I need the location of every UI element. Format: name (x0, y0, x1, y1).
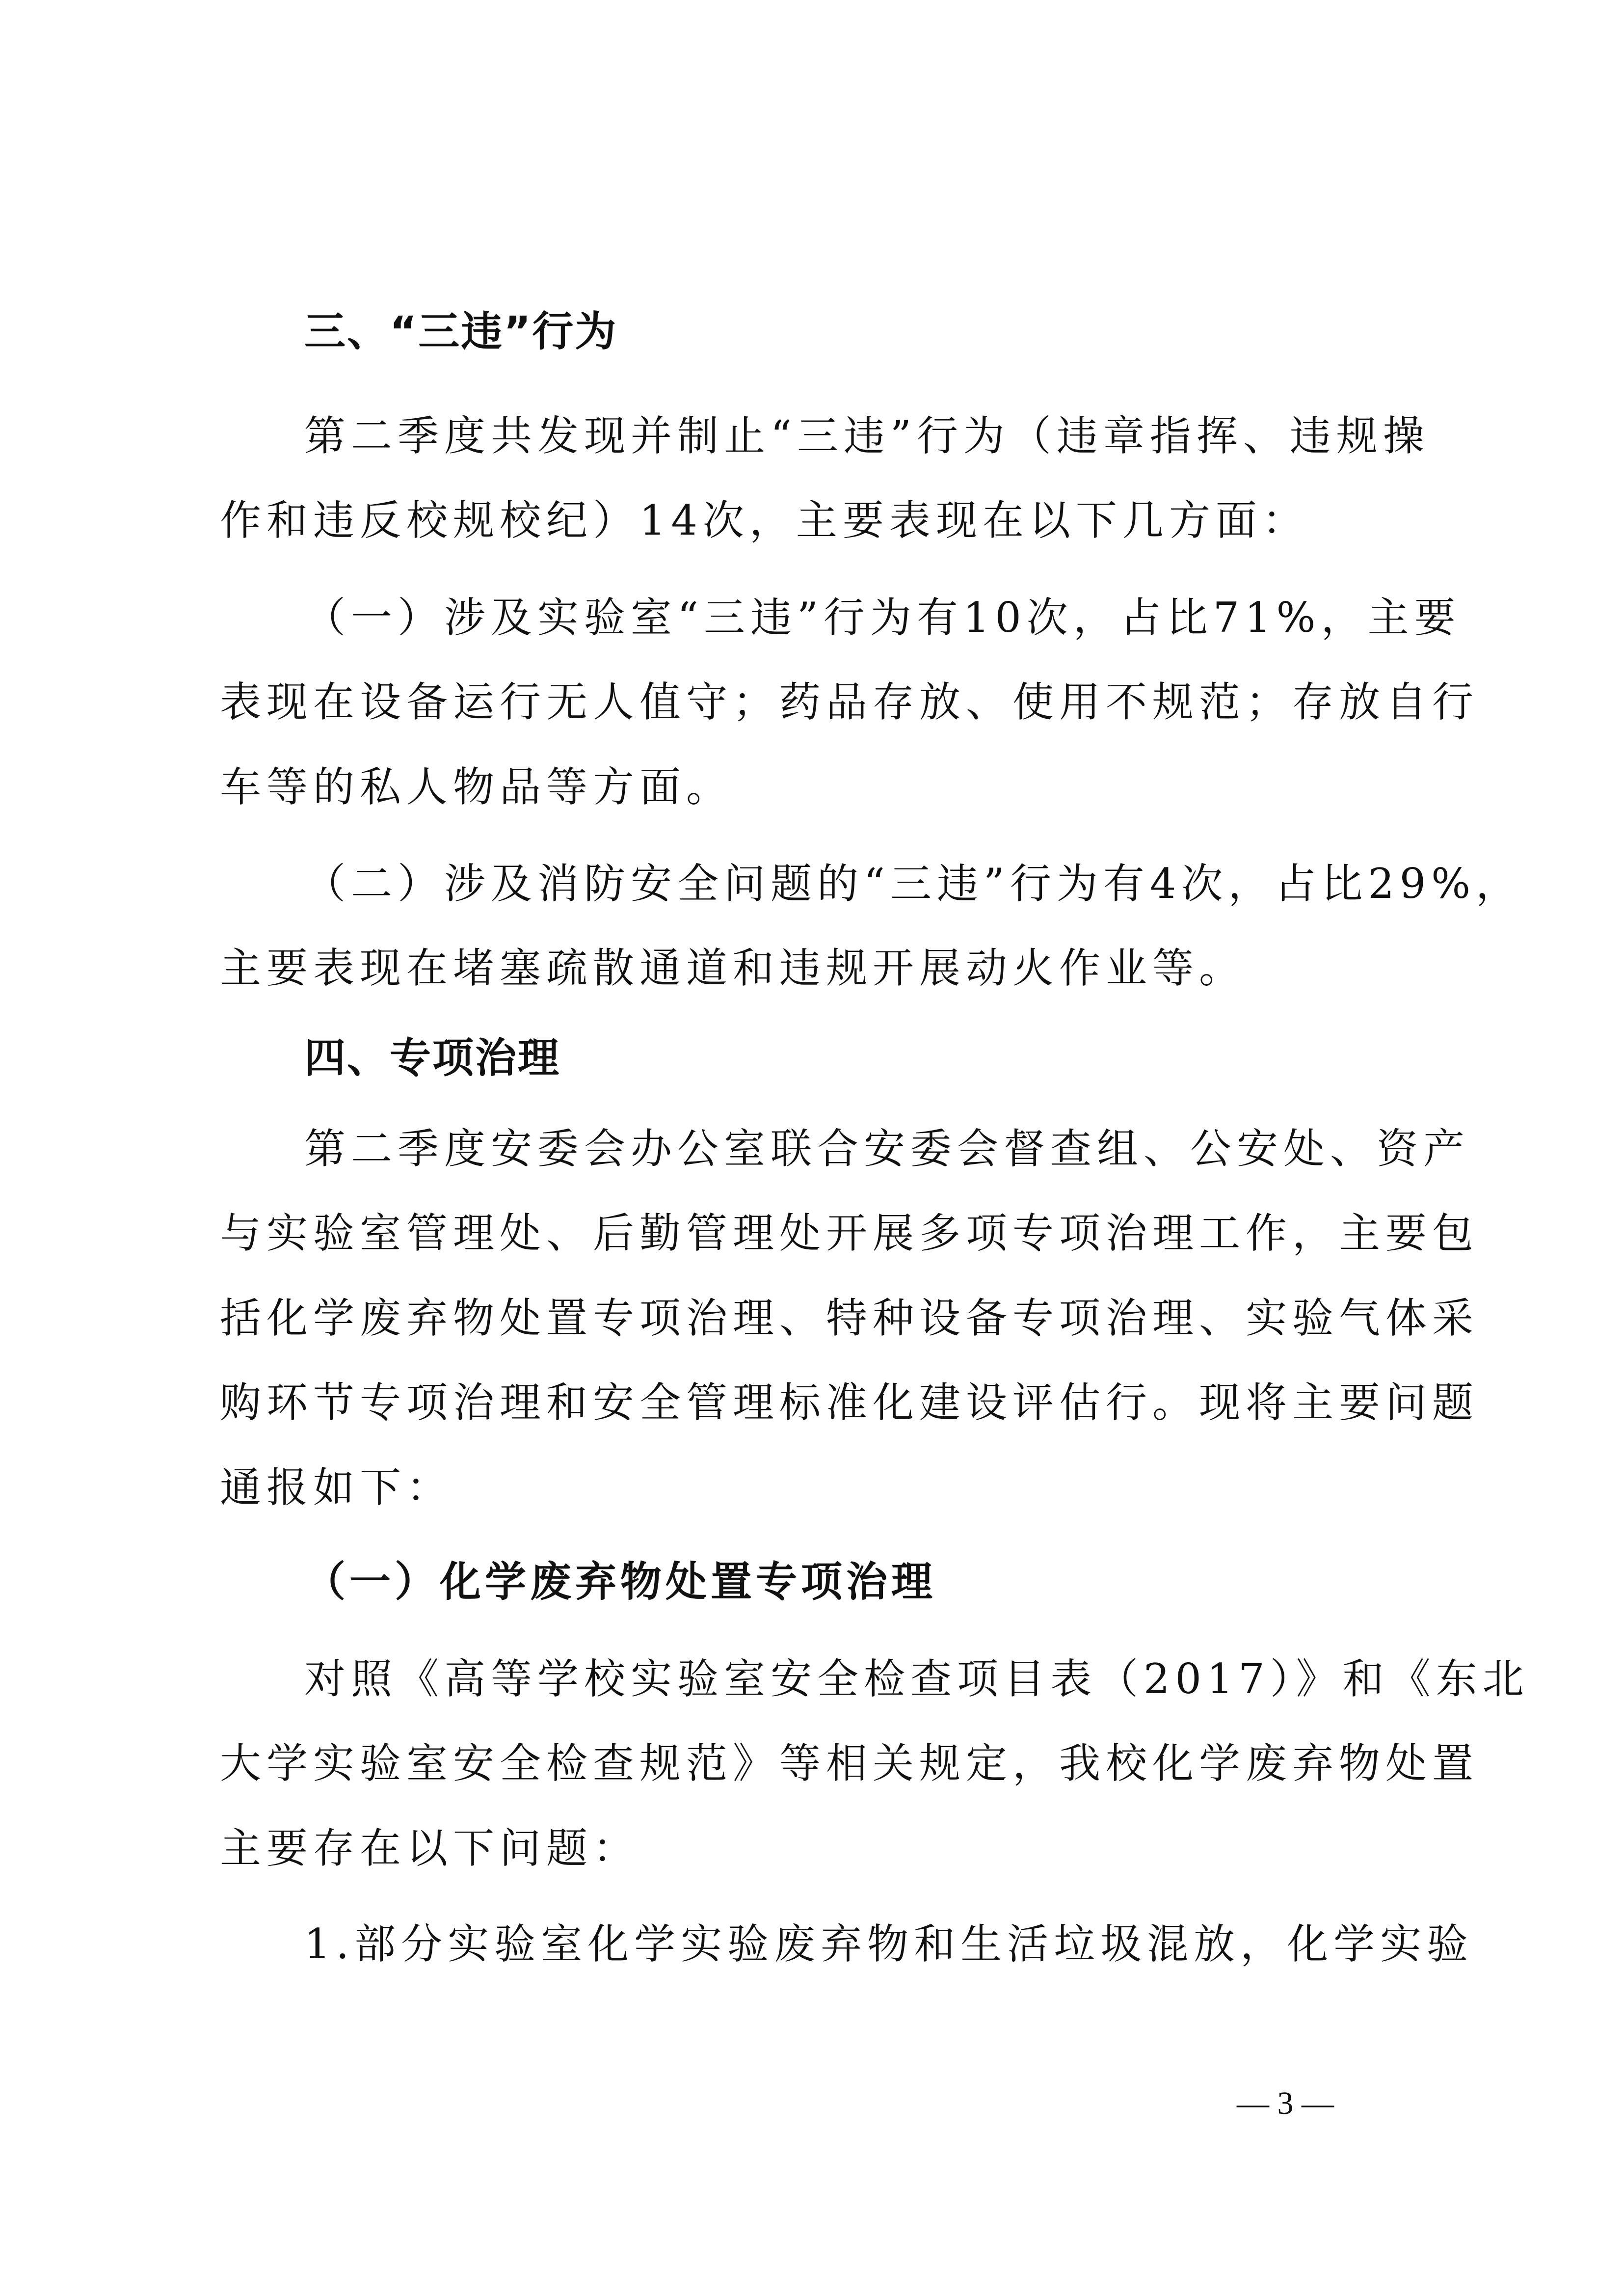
section-four-heading: 四、专项治理 (304, 1034, 561, 1082)
paragraph-line: 与实验室管理处、后勤管理处开展多项专项治理工作，主要包 (220, 1209, 1479, 1257)
paragraph-line: 主要存在以下问题： (220, 1824, 640, 1872)
paragraph-line: 第二季度共发现并制止“三违”行为（违章指挥、违规操 (304, 412, 1430, 460)
paragraph-line: 第二季度安委会办公室联合安委会督查组、公安处、资产 (304, 1125, 1470, 1173)
paragraph-line: 对照《高等学校实验室安全检查项目表（2017）》和《东北 (304, 1655, 1529, 1703)
paragraph-line: 购环节专项治理和安全管理标准化建设评估行。现将主要问题 (220, 1378, 1479, 1427)
paragraph-line: （二）涉及消防安全问题的“三违”行为有4次，占比29%， (304, 860, 1523, 908)
page-number: — 3 — (1237, 2085, 1334, 2121)
subheading-chemical-waste: （一）化学废弃物处置专项治理 (304, 1557, 937, 1606)
paragraph-line: （一）涉及实验室“三违”行为有10次，占比71%，主要 (304, 594, 1461, 642)
paragraph-line: 车等的私人物品等方面。 (220, 763, 733, 811)
paragraph-line: 表现在设备运行无人值守；药品存放、使用不规范；存放自行 (220, 678, 1479, 726)
paragraph-line: 通报如下： (220, 1463, 453, 1512)
section-three-heading: 三、“三违”行为 (304, 307, 618, 355)
paragraph-line: 1.部分实验室化学实验废弃物和生活垃圾混放，化学实验 (304, 1920, 1474, 1968)
paragraph-line: 作和违反校规校纪）14次，主要表现在以下几方面： (220, 496, 1309, 544)
paragraph-line: 括化学废弃物处置专项治理、特种设备专项治理、实验气体采 (220, 1294, 1479, 1342)
paragraph-line: 大学实验室安全检查规范》等相关规定，我校化学废弃物处置 (220, 1739, 1479, 1787)
paragraph-line: 主要表现在堵塞疏散通道和违规开展动火作业等。 (220, 944, 1246, 992)
